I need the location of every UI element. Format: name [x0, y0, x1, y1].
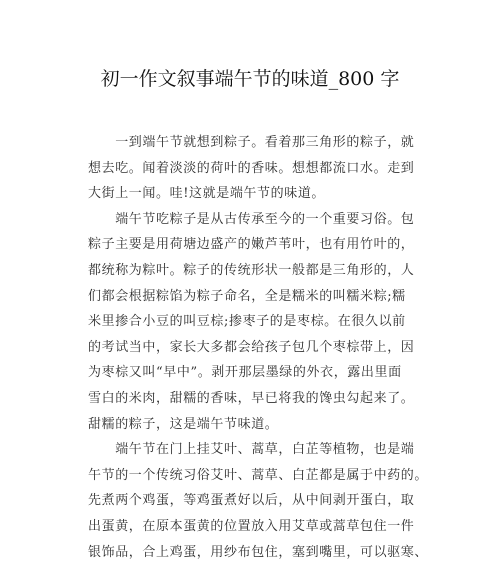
paragraph-line: 出蛋黄，在原本蛋黄的位置放入用艾草或蒿草包住一件 — [88, 518, 415, 534]
paragraph-line: 银饰品，合上鸡蛋，用纱布包住，塞到嘴里，可以驱寒、 — [88, 544, 429, 560]
paragraph-line: 们都会根据粽馅为粽子命名，全是糯米的叫糯米粽;糯 — [88, 288, 406, 304]
paragraph-line: 粽子主要是用荷塘边盛产的嫩芦苇叶，也有用竹叶的， — [88, 237, 415, 253]
paragraph-line: 想去吃。闻着淡淡的荷叶的香味。想想都流口水。走到 — [88, 160, 415, 176]
paragraph-line: 雪白的米肉，甜糯的香味，早已将我的馋虫勾起来了。 — [88, 390, 415, 406]
page-title: 初一作文叙事端午节的味道_800 字 — [100, 68, 400, 90]
paragraph-line: 先煮两个鸡蛋，等鸡蛋煮好以后，从中间剥开蛋白，取 — [88, 493, 415, 509]
paragraph-line: 为枣棕又叫“早中”。剥开那层墨绿的外衣，露出里面 — [88, 365, 402, 381]
paragraph-line: 米里掺合小豆的叫豆棕;掺枣子的是枣棕。在很久以前 — [88, 314, 406, 330]
paragraph-line: 端午节吃粽子是从古传承至今的一个重要习俗。包 — [88, 211, 415, 227]
paragraph-line: 的考试当中，家长大多都会给孩子包几个枣棕带上，因 — [88, 339, 415, 355]
paragraph-line: 一到端午节就想到粽子。看着那三角形的粽子，就 — [88, 135, 415, 150]
paragraph-line: 都统称为粽叶。粽子的传统形状一般都是三角形的，人 — [88, 262, 415, 278]
paragraph-line: 午节的一个传统习俗艾叶、蒿草、白芷都是属于中药的。 — [88, 467, 429, 483]
paragraph-line: 大街上一闻。哇!这就是端午节的味道。 — [88, 186, 326, 202]
article-body — [88, 130, 429, 565]
paragraph-line: 甜糯的粽子，这是端午节味道。 — [88, 416, 279, 432]
paragraph-line: 端午节在门上挂艾叶、蒿草，白芷等植物，也是端 — [88, 442, 415, 458]
